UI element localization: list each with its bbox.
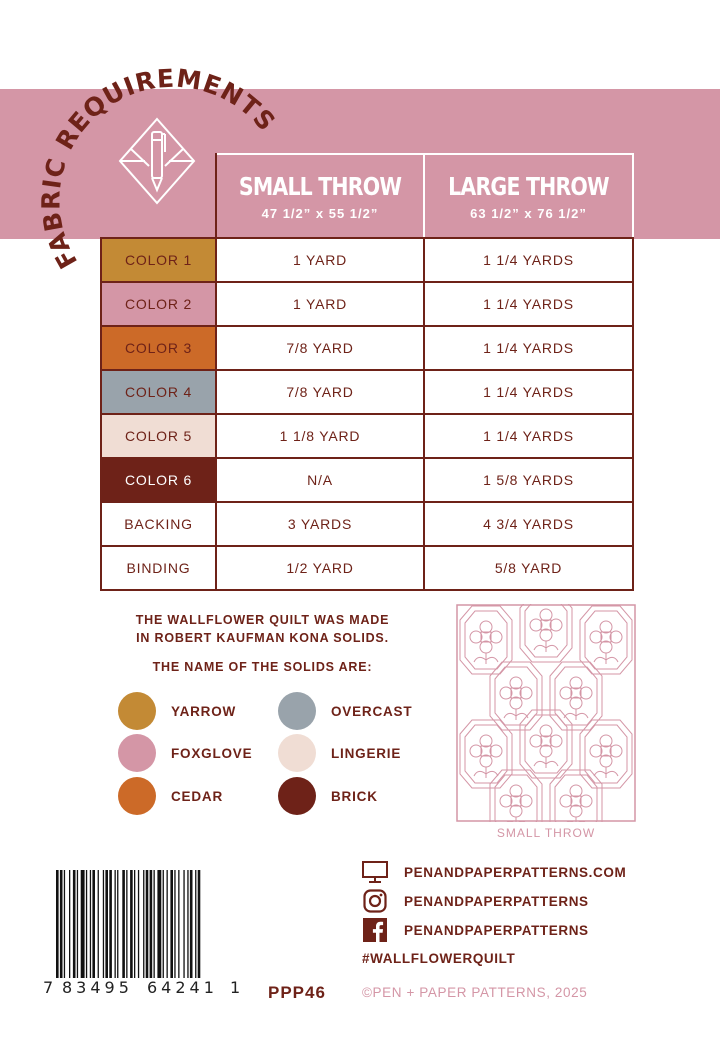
swatch-name: CEDAR xyxy=(171,788,224,804)
made-in-line-1: THE WALLFLOWER QUILT WAS MADE xyxy=(135,613,390,627)
small-throw-cell: 7/8 YARD xyxy=(216,370,424,414)
table-row xyxy=(101,458,633,502)
swatch-dot xyxy=(118,734,156,772)
solid-swatch-foxglove xyxy=(118,734,252,772)
barcode-group-1: 83495 xyxy=(62,978,133,997)
instagram-link[interactable] xyxy=(362,888,589,914)
row-label: COLOR 4 xyxy=(101,370,216,414)
instagram-text: PENANDPAPERPATTERNS xyxy=(404,893,589,909)
barcode xyxy=(56,870,231,978)
swatch-dot xyxy=(278,734,316,772)
fabric-requirements-table xyxy=(100,153,634,591)
size-dimensions: 63 1/2” x 76 1/2” xyxy=(470,205,587,221)
solid-swatch-cedar xyxy=(118,777,223,815)
table-row xyxy=(101,238,633,282)
barcode-check-digit: 1 xyxy=(230,978,241,997)
facebook-text: PENANDPAPERPATTERNS xyxy=(404,922,589,938)
hashtag: #WALLFLOWERQUILT xyxy=(362,951,516,966)
swatch-name: OVERCAST xyxy=(331,703,413,719)
row-label: COLOR 1 xyxy=(101,238,216,282)
column-header-small-throw xyxy=(216,154,424,238)
solid-swatch-brick xyxy=(278,777,378,815)
solids-heading: THE NAME OF THE SOLIDS ARE: xyxy=(152,660,373,674)
row-label: COLOR 3 xyxy=(101,326,216,370)
copyright: ©PEN + PAPER PATTERNS, 2025 xyxy=(362,985,588,1000)
facebook-link[interactable] xyxy=(362,917,589,943)
table-row xyxy=(101,370,633,414)
website-text: PENANDPAPERPATTERNS.COM xyxy=(404,864,627,880)
instagram-icon xyxy=(362,888,388,914)
small-throw-cell: N/A xyxy=(216,458,424,502)
large-throw-cell: 1 1/4 YARDS xyxy=(424,326,633,370)
made-in-line-2: IN ROBERT KAUFMAN KONA SOLIDS. xyxy=(136,631,389,645)
row-label: BINDING xyxy=(101,546,216,590)
row-label: COLOR 2 xyxy=(101,282,216,326)
small-throw-cell: 3 YARDS xyxy=(216,502,424,546)
swatch-dot xyxy=(278,777,316,815)
table-row xyxy=(101,546,633,590)
size-dimensions: 47 1/2” x 55 1/2” xyxy=(261,205,379,221)
table-row xyxy=(101,282,633,326)
large-throw-cell: 4 3/4 YARDS xyxy=(424,502,633,546)
small-throw-cell: 7/8 YARD xyxy=(216,326,424,370)
large-throw-cell: 1 1/4 YARDS xyxy=(424,282,633,326)
barcode-group-2: 64241 xyxy=(147,978,218,997)
swatch-dot xyxy=(118,692,156,730)
swatch-dot xyxy=(118,777,156,815)
website-link[interactable] xyxy=(362,859,626,885)
small-throw-cell: 1 YARD xyxy=(216,238,424,282)
swatch-name: LINGERIE xyxy=(331,745,402,761)
monitor-icon xyxy=(362,859,388,885)
quilt-pattern-preview xyxy=(456,604,636,822)
swatch-dot xyxy=(278,692,316,730)
solid-swatch-yarrow xyxy=(118,692,236,730)
facebook-icon xyxy=(362,917,388,943)
large-throw-cell: 5/8 YARD xyxy=(424,546,633,590)
table-corner xyxy=(101,154,216,238)
row-label: COLOR 6 xyxy=(101,458,216,502)
size-name: LARGE THROW xyxy=(448,171,609,201)
large-throw-cell: 1 1/4 YARDS xyxy=(424,370,633,414)
table-row xyxy=(101,326,633,370)
barcode-lead-digit: 7 xyxy=(43,978,54,997)
table-row xyxy=(101,414,633,458)
quilt-caption: SMALL THROW xyxy=(496,826,596,840)
row-label: COLOR 5 xyxy=(101,414,216,458)
swatch-name: FOXGLOVE xyxy=(171,745,253,761)
row-label: BACKING xyxy=(101,502,216,546)
swatch-name: YARROW xyxy=(171,703,237,719)
table-row xyxy=(101,502,633,546)
arc-title-text: FABRIC REQUIREMENTS xyxy=(36,63,282,274)
small-throw-cell: 1 1/8 YARD xyxy=(216,414,424,458)
column-header-large-throw xyxy=(424,154,633,238)
made-in-note xyxy=(100,611,425,647)
size-name: SMALL THROW xyxy=(238,171,402,201)
small-throw-cell: 1 YARD xyxy=(216,282,424,326)
large-throw-cell: 1 5/8 YARDS xyxy=(424,458,633,502)
swatch-name: BRICK xyxy=(331,788,378,804)
pattern-code: PPP46 xyxy=(268,983,326,1002)
large-throw-cell: 1 1/4 YARDS xyxy=(424,414,633,458)
solid-swatch-overcast xyxy=(278,692,412,730)
large-throw-cell: 1 1/4 YARDS xyxy=(424,238,633,282)
solid-swatch-lingerie xyxy=(278,734,401,772)
small-throw-cell: 1/2 YARD xyxy=(216,546,424,590)
